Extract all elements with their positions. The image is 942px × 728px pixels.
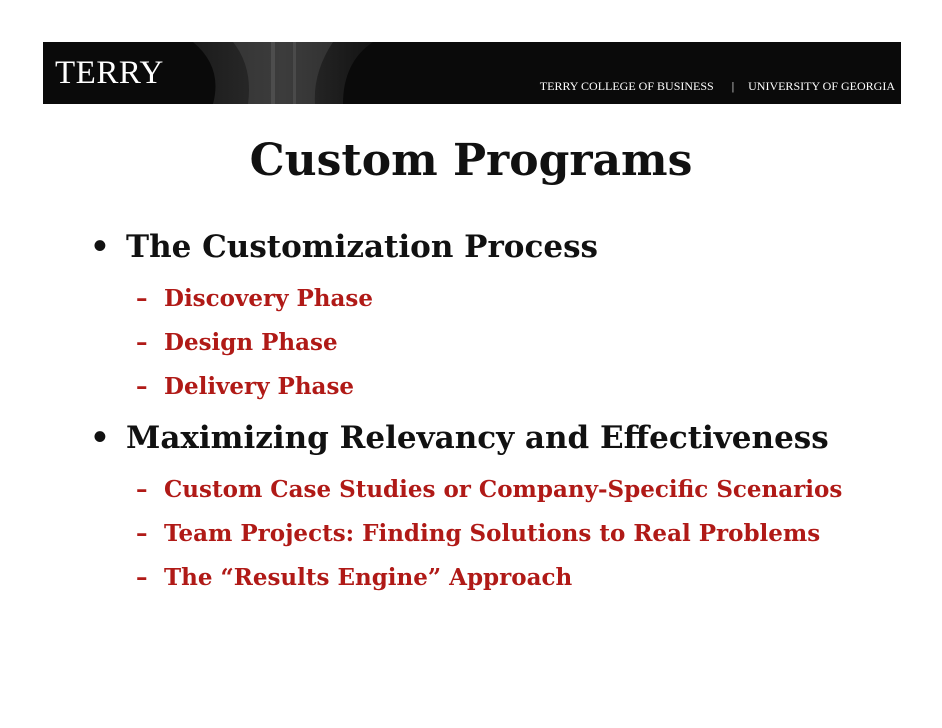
sub-item xyxy=(86,512,926,556)
sub-item xyxy=(86,556,926,600)
bullet-text: Maximizing Relevancy and Effectiveness xyxy=(126,419,829,456)
sub-item-text: The “Results Engine” Approach xyxy=(164,563,573,591)
bullet-marker: • xyxy=(90,229,110,265)
dash-marker: – xyxy=(136,563,148,591)
bullet-marker: • xyxy=(90,419,110,456)
terry-logo: TERRY xyxy=(55,55,164,91)
column-graphic xyxy=(43,42,901,104)
sub-item-text: Custom Case Studies or Company-Specific Scenarios xyxy=(164,475,843,503)
sub-item xyxy=(86,321,926,365)
header-separator: | xyxy=(731,79,735,93)
bullet-text: The Customization Process xyxy=(126,229,598,265)
dash-marker: – xyxy=(136,372,148,400)
slide-content xyxy=(86,228,926,600)
dash-marker: – xyxy=(136,284,148,312)
sub-item-text: Discovery Phase xyxy=(164,284,373,312)
sub-item-text: Team Projects: Finding Solutions to Real Problems xyxy=(164,519,821,547)
bullet-heading xyxy=(86,419,926,458)
college-name: TERRY COLLEGE OF BUSINESS xyxy=(539,79,714,93)
header-banner xyxy=(43,42,901,104)
sub-item-text: Delivery Phase xyxy=(164,372,355,400)
sub-item xyxy=(86,468,926,512)
banner-institution-text xyxy=(540,80,895,92)
slide-title: Custom Programs xyxy=(249,135,693,186)
sub-item xyxy=(86,277,926,321)
bullet-heading xyxy=(86,228,926,267)
sub-item-text: Design Phase xyxy=(164,328,338,356)
dash-marker: – xyxy=(136,328,148,356)
sub-item xyxy=(86,365,926,409)
dash-marker: – xyxy=(136,475,148,503)
university-name: UNIVERSITY OF GEORGIA xyxy=(748,79,895,93)
dash-marker: – xyxy=(136,519,148,547)
